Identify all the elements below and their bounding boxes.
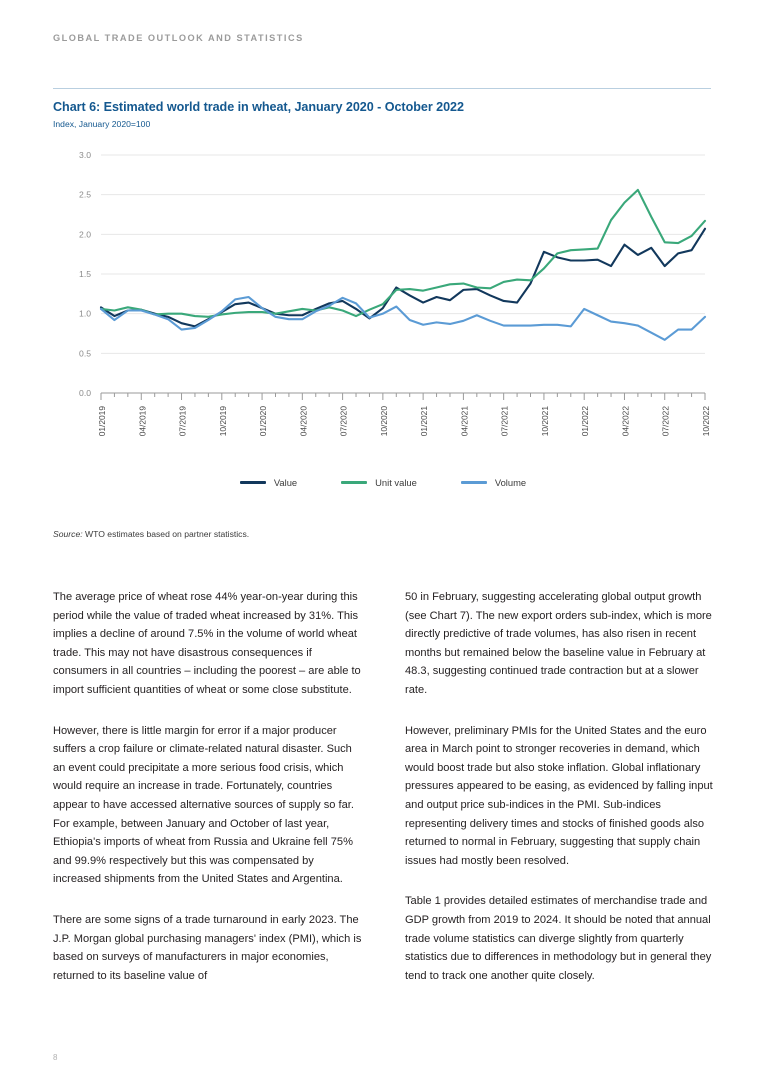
paragraph: There are some signs of a trade turnaround in early 2023. The J.P. Morgan global purchasing managers' index (PMI), which is based on surveys of manufacturers in major economies, returned to its baseline value of [53,913,362,982]
source-label: Source: [53,529,83,539]
legend-label-value: Value [273,477,298,488]
x-axis-tick-label: 01/2020 [258,406,269,437]
legend-item-volume [461,477,526,488]
legend-swatch-unit-value [341,481,367,484]
paragraph: 50 in February, suggesting accelerating global output growth (see Chart 7). The new export orders sub-index, which is more directly predictive of trade volumes, has also risen in recent months but remained below the baseline value in February at 48.3, suggesting continued trade contraction but at a slower rate. [405,591,712,696]
right-column [405,588,715,1007]
chart-subtitle: Index, January 2020=100 [53,119,151,129]
legend-label-unit-value: Unit value [375,477,417,488]
running-head: GLOBAL TRADE OUTLOOK AND STATISTICS [53,33,304,43]
x-axis-tick-label: 07/2019 [177,406,188,437]
chart-series-line [101,190,705,317]
legend-swatch-value [240,481,266,484]
chart-legend [53,477,713,488]
y-axis-tick-label: 2.5 [79,189,91,200]
page-number: 8 [53,1053,58,1062]
x-axis-tick-label: 10/2021 [539,406,550,437]
y-axis-tick-label: 1.0 [79,308,91,319]
x-axis-tick-label: 07/2021 [499,406,510,437]
chart-top-rule [53,88,711,89]
chart-title: Chart 6: Estimated world trade in wheat, January 2020 - October 2022 [53,100,464,114]
x-axis-tick-label: 10/2019 [217,406,228,437]
chart-block [53,88,713,567]
y-axis-tick-label: 2.0 [79,229,91,240]
paragraph: Table 1 provides detailed estimates of merchandise trade and GDP growth from 2019 to 2024. It should be noted that annual trade volume statistics can diverge slightly from quarterly statistics due to differences in methodology but in general they tend to track one another quite closely. [405,895,712,982]
y-axis-tick-label: 3.0 [79,150,91,160]
x-axis-tick-label: 04/2020 [298,406,309,437]
y-axis-tick-label: 0.0 [79,388,91,398]
y-axis-tick-label: 1.5 [79,269,91,279]
chart-plot-area [53,147,713,567]
chart-series-line [101,229,705,327]
x-axis-tick-label: 07/2022 [660,406,671,437]
line-chart-svg [53,147,713,477]
x-axis-tick-label: 10/2022 [701,406,711,437]
legend-label-volume: Volume [494,477,527,488]
paragraph: However, there is little margin for error if a major producer suffers a crop failure or climate-related natural disaster. Such an event could precipitate a more serious food crisis, which would require an increase in trade. Fortunately, countries appear to have accessed alternative sources of supply so far. For example, between January and October of last year, Ethiopia's imports of wheat from Russia and Ukraine fell 75% and 99.9% respectively but this was compensated by increased shipments from the United States and Argentina. [53,724,354,886]
paragraph: The average price of wheat rose 44% year-on-year during this period while the value of traded wheat increased by 31%. This implies a decline of around 7.5% in the volume of world wheat trade. This may not have disastrous consequences if consumers in all countries – including the poorest – are able to import sufficient quantities of wheat or some close substitute. [53,591,361,696]
x-axis-tick-label: 01/2021 [419,406,430,437]
x-axis-tick-label: 04/2022 [620,406,631,437]
x-axis-tick-label: 04/2021 [459,406,470,437]
x-axis-tick-label: 10/2020 [378,406,389,437]
paragraph: However, preliminary PMIs for the United States and the euro area in March point to stronger recoveries in demand, which would boost trade but also stoke inflation. Global inflationary pressures appeared to be easing, as evidenced by falling input and output price sub-indices in the PMI. Sub-indices representing delivery times and stocks of finished goods also returned to normal in February, suggesting that supply chain issues had mostly been resolved. [405,724,713,867]
x-axis-tick-label: 07/2020 [338,406,349,437]
legend-item-unit-value [341,477,417,488]
x-axis-tick-label: 01/2022 [580,406,591,437]
chart-source-note [53,529,249,539]
x-axis-tick-label: 04/2019 [137,406,148,437]
x-axis-tick-label: 01/2019 [97,406,107,437]
y-axis-tick-label: 0.5 [79,348,91,359]
legend-item-value [240,477,297,488]
legend-swatch-volume [461,481,487,484]
chart-series-line [101,297,705,340]
source-text: WTO estimates based on partner statistics. [82,529,250,539]
left-column [53,588,363,1007]
body-columns [53,588,715,1007]
